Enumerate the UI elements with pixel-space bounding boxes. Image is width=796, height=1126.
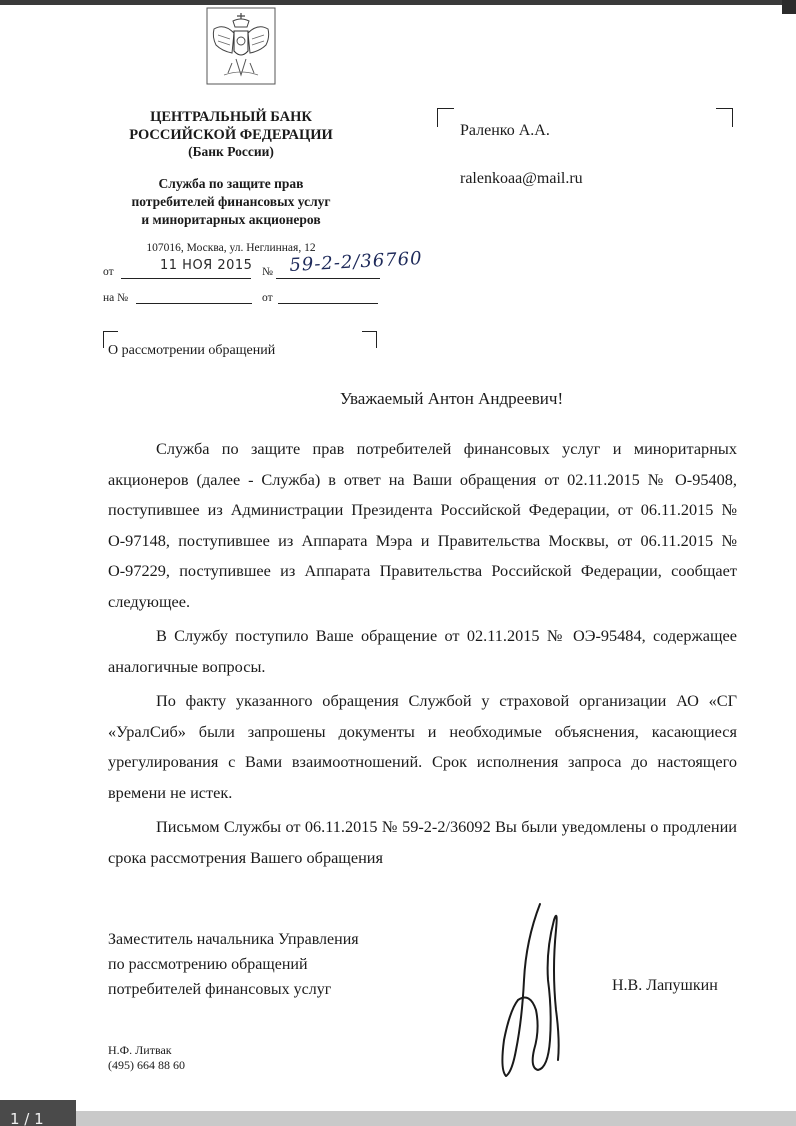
subject-corner-right <box>362 331 377 348</box>
viewer-corner <box>782 0 796 14</box>
body-paragraph: В Службу поступило Ваше обращение от 02.11.2015 № ОЭ-95484, содержащее аналогичные вопросы. <box>108 626 737 676</box>
recipient-email: ralenkoaa@mail.ru <box>460 170 583 187</box>
body-paragraph: Служба по защите прав потребителей финансовых услуг и миноритарных акционеров (далее - Служба) в ответ на Ваши обращения от 02.11.2015 № О-95408, поступившее из Администрации Президента Российской Федерации, от 06.11.2015 № О-97148, поступившее из Аппарата Мэра и Правительства Москвы, от 06.11.2015 № О-97229, поступившее из Аппарата Правительства Российской Федерации, сообщает следующее. <box>108 439 737 611</box>
org-short-name: (Банк России) <box>188 144 274 159</box>
service-name <box>100 175 362 229</box>
recipient-corner-right <box>716 108 733 127</box>
executor-name: Н.Ф. Литвак <box>108 1043 172 1057</box>
signatory-title-line1: Заместитель начальника Управления <box>108 931 359 948</box>
signatory-title-line2: по рассмотрению обращений <box>108 956 308 973</box>
letter-subject: О рассмотрении обращений <box>108 343 276 358</box>
executor-info <box>108 1043 185 1073</box>
service-line2: потребителей финансовых услуг <box>131 194 331 209</box>
ref-from-prefix: от <box>262 292 273 304</box>
page-indicator[interactable]: 1 / 1 <box>0 1100 76 1126</box>
recipient-name: Раленко А.А. <box>460 122 550 139</box>
signatory-name: Н.В. Лапушкин <box>612 977 718 994</box>
body-paragraph: По факту указанного обращения Службой у страховой организации АО «СГ «УралСиб» были запрошены документы и необходимые объяснения, касающиеся урегулирования с Вами взаимоотношений. Срок исполнения запроса до настоящего времени не истек. <box>108 691 737 802</box>
coat-of-arms-emblem <box>206 5 276 85</box>
body-paragraph: Письмом Службы от 06.11.2015 № 59-2-2/36092 Вы были уведомлены о продлении срока рассмотрения Вашего обращения <box>108 817 737 867</box>
service-line3: и миноритарных акционеров <box>141 212 321 227</box>
date-stamp: 11 НОЯ 2015 <box>160 258 253 273</box>
letter-body <box>108 434 737 877</box>
ref-underline <box>136 289 252 304</box>
number-prefix: № <box>262 266 273 278</box>
recipient-corner-left <box>437 108 454 127</box>
greeting: Уважаемый Антон Андреевич! <box>339 389 564 408</box>
service-line1: Служба по защите прав <box>158 176 304 191</box>
date-prefix: от <box>103 266 114 278</box>
viewer-footer-bar <box>0 1111 796 1126</box>
org-name-line2: РОССИЙСКОЙ ФЕДЕРАЦИИ <box>129 127 333 143</box>
signatory-title-line3: потребителей финансовых услуг <box>108 981 332 998</box>
ref-prefix: на № <box>103 292 129 304</box>
top-border <box>0 0 796 5</box>
executor-phone: (495) 664 88 60 <box>108 1058 185 1072</box>
org-name <box>100 108 362 144</box>
signatory-title <box>108 927 359 1002</box>
ref-from-underline <box>278 289 378 304</box>
handwritten-reg-number: 59-2-2/36760 <box>288 248 424 276</box>
org-name-line1: ЦЕНТРАЛЬНЫЙ БАНК <box>150 109 312 125</box>
handwritten-signature <box>496 900 568 1080</box>
org-address: 107016, Москва, ул. Неглинная, 12 <box>146 242 316 254</box>
